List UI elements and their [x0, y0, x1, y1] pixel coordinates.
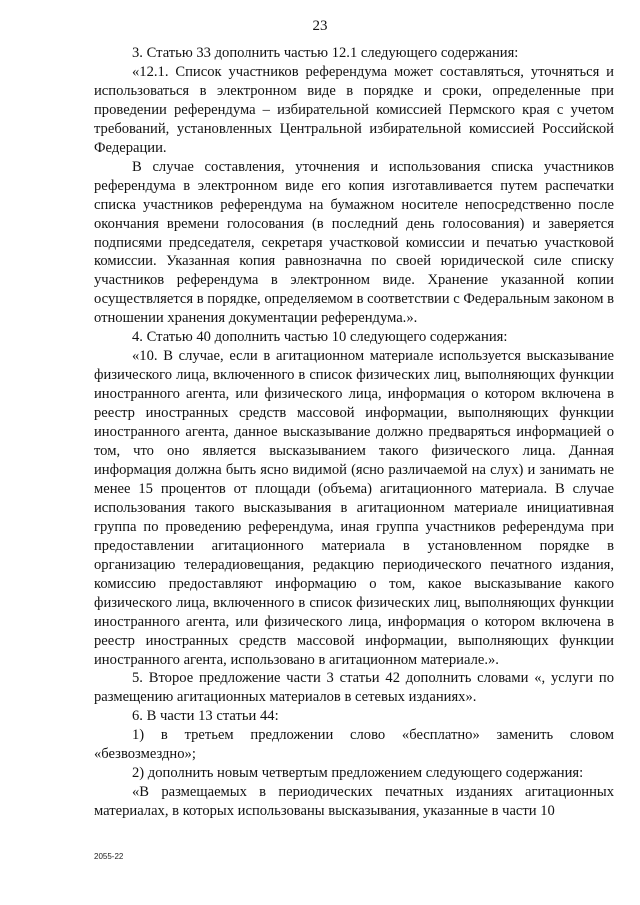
page-number: 23	[312, 18, 328, 34]
document-code: 2055-22	[94, 852, 124, 861]
paragraph-amend-article-40: 4. Статью 40 дополнить частью 10 следующего содержания:	[132, 329, 508, 346]
paragraph-electronic-copy: В случае составления, уточнения и использования списка участников референдума в электронном виде его копия изготавливается путем распечатки списка участников референдума на бумажном носителе непосредственно после окончания времени голосования (в последний день голосования) и заверяется подписями председателя, секретаря участковой комиссии и печатью участковой комиссии. Указанная копия равнозначна по своей юридической силе списку участников референдума в электронном виде. Хранение указанной копии осуществляется в порядке, определяемом в соответствии с Федеральным законом в отношении хранения документации референдума.».	[94, 158, 614, 327]
paragraph-amend-article-42: 5. Второе предложение части 3 статьи 42 дополнить словами «, услуги по размещению агитационных материалов в сетевых изданиях».	[94, 670, 614, 706]
document-body	[94, 44, 614, 821]
paragraph-amend-article-44: 6. В части 13 статьи 44:	[132, 708, 279, 725]
paragraph-part-10-text: «10. В случае, если в агитационном материале используется высказывание физического лица, включенного в список физических лиц, выполняющих функции иностранного агента, или физического лица, информация о котором включена в реестр иностранных средств массовой информации, выполняющих функции иностранного агента, данное высказывание должно предваряться информацией о том, что оно является высказыванием такого физического лица. Данная информация должна быть ясно видимой (ясно различаемой на слух) и занимать не менее 15 процентов от площади (объема) агитационного материала. В случае использования такого высказывания в агитационном материале инициативная группа по проведению референдума, иная группа участников референдума при предоставлении агитационного материала в установленном порядке в организацию телерадиовещания, редакцию периодического печатного издания, комиссию предоставляют информацию о том, какое высказывание какого физического лица, включенного в список физических лиц, выполняющих функции иностранного агента, или физического лица, информация о котором включена в реестр иностранных средств массовой информации, выполняющих функции иностранного агента, использовано в агитационном материале.».	[94, 348, 614, 668]
paragraph-12-1-text: «12.1. Список участников референдума может составляться, уточняться и использоваться в электронном виде в порядке и сроки, определенные при проведении референдума – избирательной комиссией Пермского края с учетом требований, установленных Центральной избирательной комиссией Российской Федерации.	[94, 63, 614, 156]
paragraph-amend-article-33: 3. Статью 33 дополнить частью 12.1 следующего содержания:	[132, 45, 519, 61]
paragraph-item-2: 2) дополнить новым четвертым предложением следующего содержания:	[132, 765, 584, 782]
paragraph-new-sentence: «В размещаемых в периодических печатных изданиях агитационных материалах, в которых использованы высказывания, указанные в части 10	[94, 784, 614, 820]
paragraph-item-1: 1) в третьем предложении слово «бесплатно» заменить словом «безвозмездно»;	[94, 727, 614, 763]
